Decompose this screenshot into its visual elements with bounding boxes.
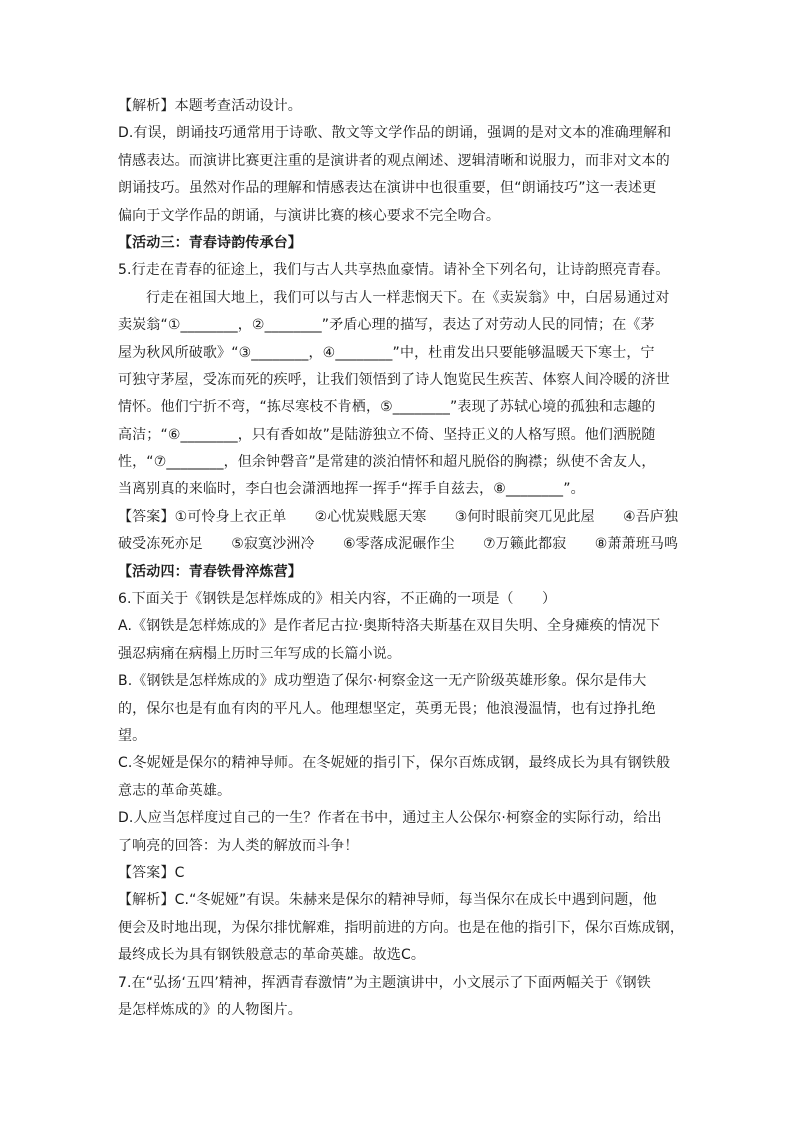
option-b-line: B.《钢铁是怎样炼成的》成功塑造了保尔·柯察金这一无产阶级英雄形象。保尔是伟大: [118, 673, 647, 690]
question-7-stem-line: 是怎样炼成的》的人物图片。: [118, 1001, 302, 1018]
option-c-line: 意志的革命英雄。: [118, 782, 232, 799]
document-page: [118, 93, 684, 1024]
section-heading-activity-4: 【活动四：青春铁骨淬炼营】: [118, 563, 302, 580]
section-heading-activity-3: 【活动三：青春诗韵传承台】: [118, 234, 302, 251]
question-5-passage-line: 当离别真的来临时，李白也会潇洒地挥一挥手“挥手自兹去，⑧________”。: [118, 481, 585, 498]
option-d-line: 了响亮的回答：为人类的解放而斗争！: [118, 837, 359, 854]
question-5-passage-line: 可独守茅屋，受冻而死的疾呼，让我们领悟到了诗人饱览民生疾苦、体察人间冷暖的济世: [118, 371, 670, 388]
analysis-text-line: 朗诵技巧。虽然对作品的理解和情感表达在演讲中也很重要，但“朗诵技巧”这一表述更: [118, 180, 657, 197]
question-5-passage-line: 高洁；“⑥________，只有香如故”是陆游独立不倚、坚持正义的人格写照。他们洒脱随: [118, 426, 656, 443]
question-6-analysis-line: 【解析】C.“冬妮娅”有误。朱赫来是保尔的精神导师，每当保尔在成长中遇到问题，他: [118, 892, 657, 909]
question-7-stem-line: 7.在“弘扬‘五四’精神，挥洒青春激情”为主题演讲中，小文展示了下面两幅关于《钢铁: [118, 974, 651, 991]
analysis-text-line: 情感表达。而演讲比赛更注重的是演讲者的观点阐述、逻辑清晰和说服力，而非对文本的: [118, 152, 670, 169]
question-5-answer-line: 【答案】①可怜身上衣正单 ②心忧炭贱愿天寒 ③何时眼前突兀见此屋 ④吾庐独: [118, 508, 679, 525]
question-6-analysis-line: 便会及时地出现，为保尔排忧解难，指明前进的方向。也是在他的指引下，保尔百炼成钢，: [118, 919, 684, 936]
option-a-line: A.《钢铁是怎样炼成的》是作者尼古拉·奥斯特洛夫斯基在双目失明、全身瘫痪的情况下: [118, 618, 661, 635]
question-5-answer-line: 破受冻死亦足 ⑤寂寞沙洲冷 ⑥零落成泥碾作尘 ⑦万籁此都寂 ⑧萧萧班马鸣: [118, 536, 679, 553]
question-5-passage-line: 卖炭翁“①________，②________”矛盾心理的描写，表达了对劳动人民的同情；在《茅: [118, 317, 655, 334]
option-b-line: 的，保尔也是有血有肉的平凡人。他理想坚定，英勇无畏；他浪漫温情，也有过挣扎绝: [118, 700, 656, 717]
option-a-line: 强忍病痛在病榻上历时三年写成的长篇小说。: [118, 645, 401, 662]
question-6-answer: 【答案】C: [118, 864, 185, 881]
option-b-line: 望。: [118, 727, 147, 744]
question-5-passage-line: 性，“⑦________，但余钟磬音”是常建的淡泊情怀和超凡脱俗的胸襟；纵使不舍友人，: [118, 454, 656, 471]
option-d-line: D.人应当怎样度过自己的一生？作者在书中，通过主人公保尔·柯察金的实际行动，给出: [118, 810, 662, 827]
question-6-analysis-line: 最终成长为具有钢铁般意志的革命英雄。故选C。: [118, 947, 426, 964]
option-c-line: C.冬妮娅是保尔的精神导师。在冬妮娅的指引下，保尔百炼成钢，最终成长为具有钢铁般: [118, 755, 671, 772]
analysis-text-line: 偏向于文学作品的朗诵，与演讲比赛的核心要求不完全吻合。: [118, 207, 501, 224]
question-5-stem: 5.行走在青春的征途上，我们与古人共享热血豪情。请补全下列名句，让诗韵照亮青春。: [118, 262, 670, 279]
analysis-text-line: D.有误，朗诵技巧通常用于诗歌、散文等文学作品的朗诵，强调的是对文本的准确理解和: [118, 125, 672, 142]
question-5-passage-line: 情怀。他们宁折不弯，“拣尽寒枝不肯栖，⑤________”表现了苏轼心境的孤独和志趣的: [118, 399, 656, 416]
question-5-passage-line: 行走在祖国大地上，我们可以与古人一样悲悯天下。在《卖炭翁》中，白居易通过对: [146, 289, 670, 306]
question-5-passage-line: 屋为秋风所破歌》“③________，④________”中，杜甫发出只要能够温暖天下寒士，宁: [118, 344, 655, 361]
analysis-line: 【解析】本题考查活动设计。: [118, 98, 302, 114]
question-6-stem: 6.下面关于《钢铁是怎样炼成的》相关内容，不正确的一项是（ ）: [118, 591, 557, 608]
